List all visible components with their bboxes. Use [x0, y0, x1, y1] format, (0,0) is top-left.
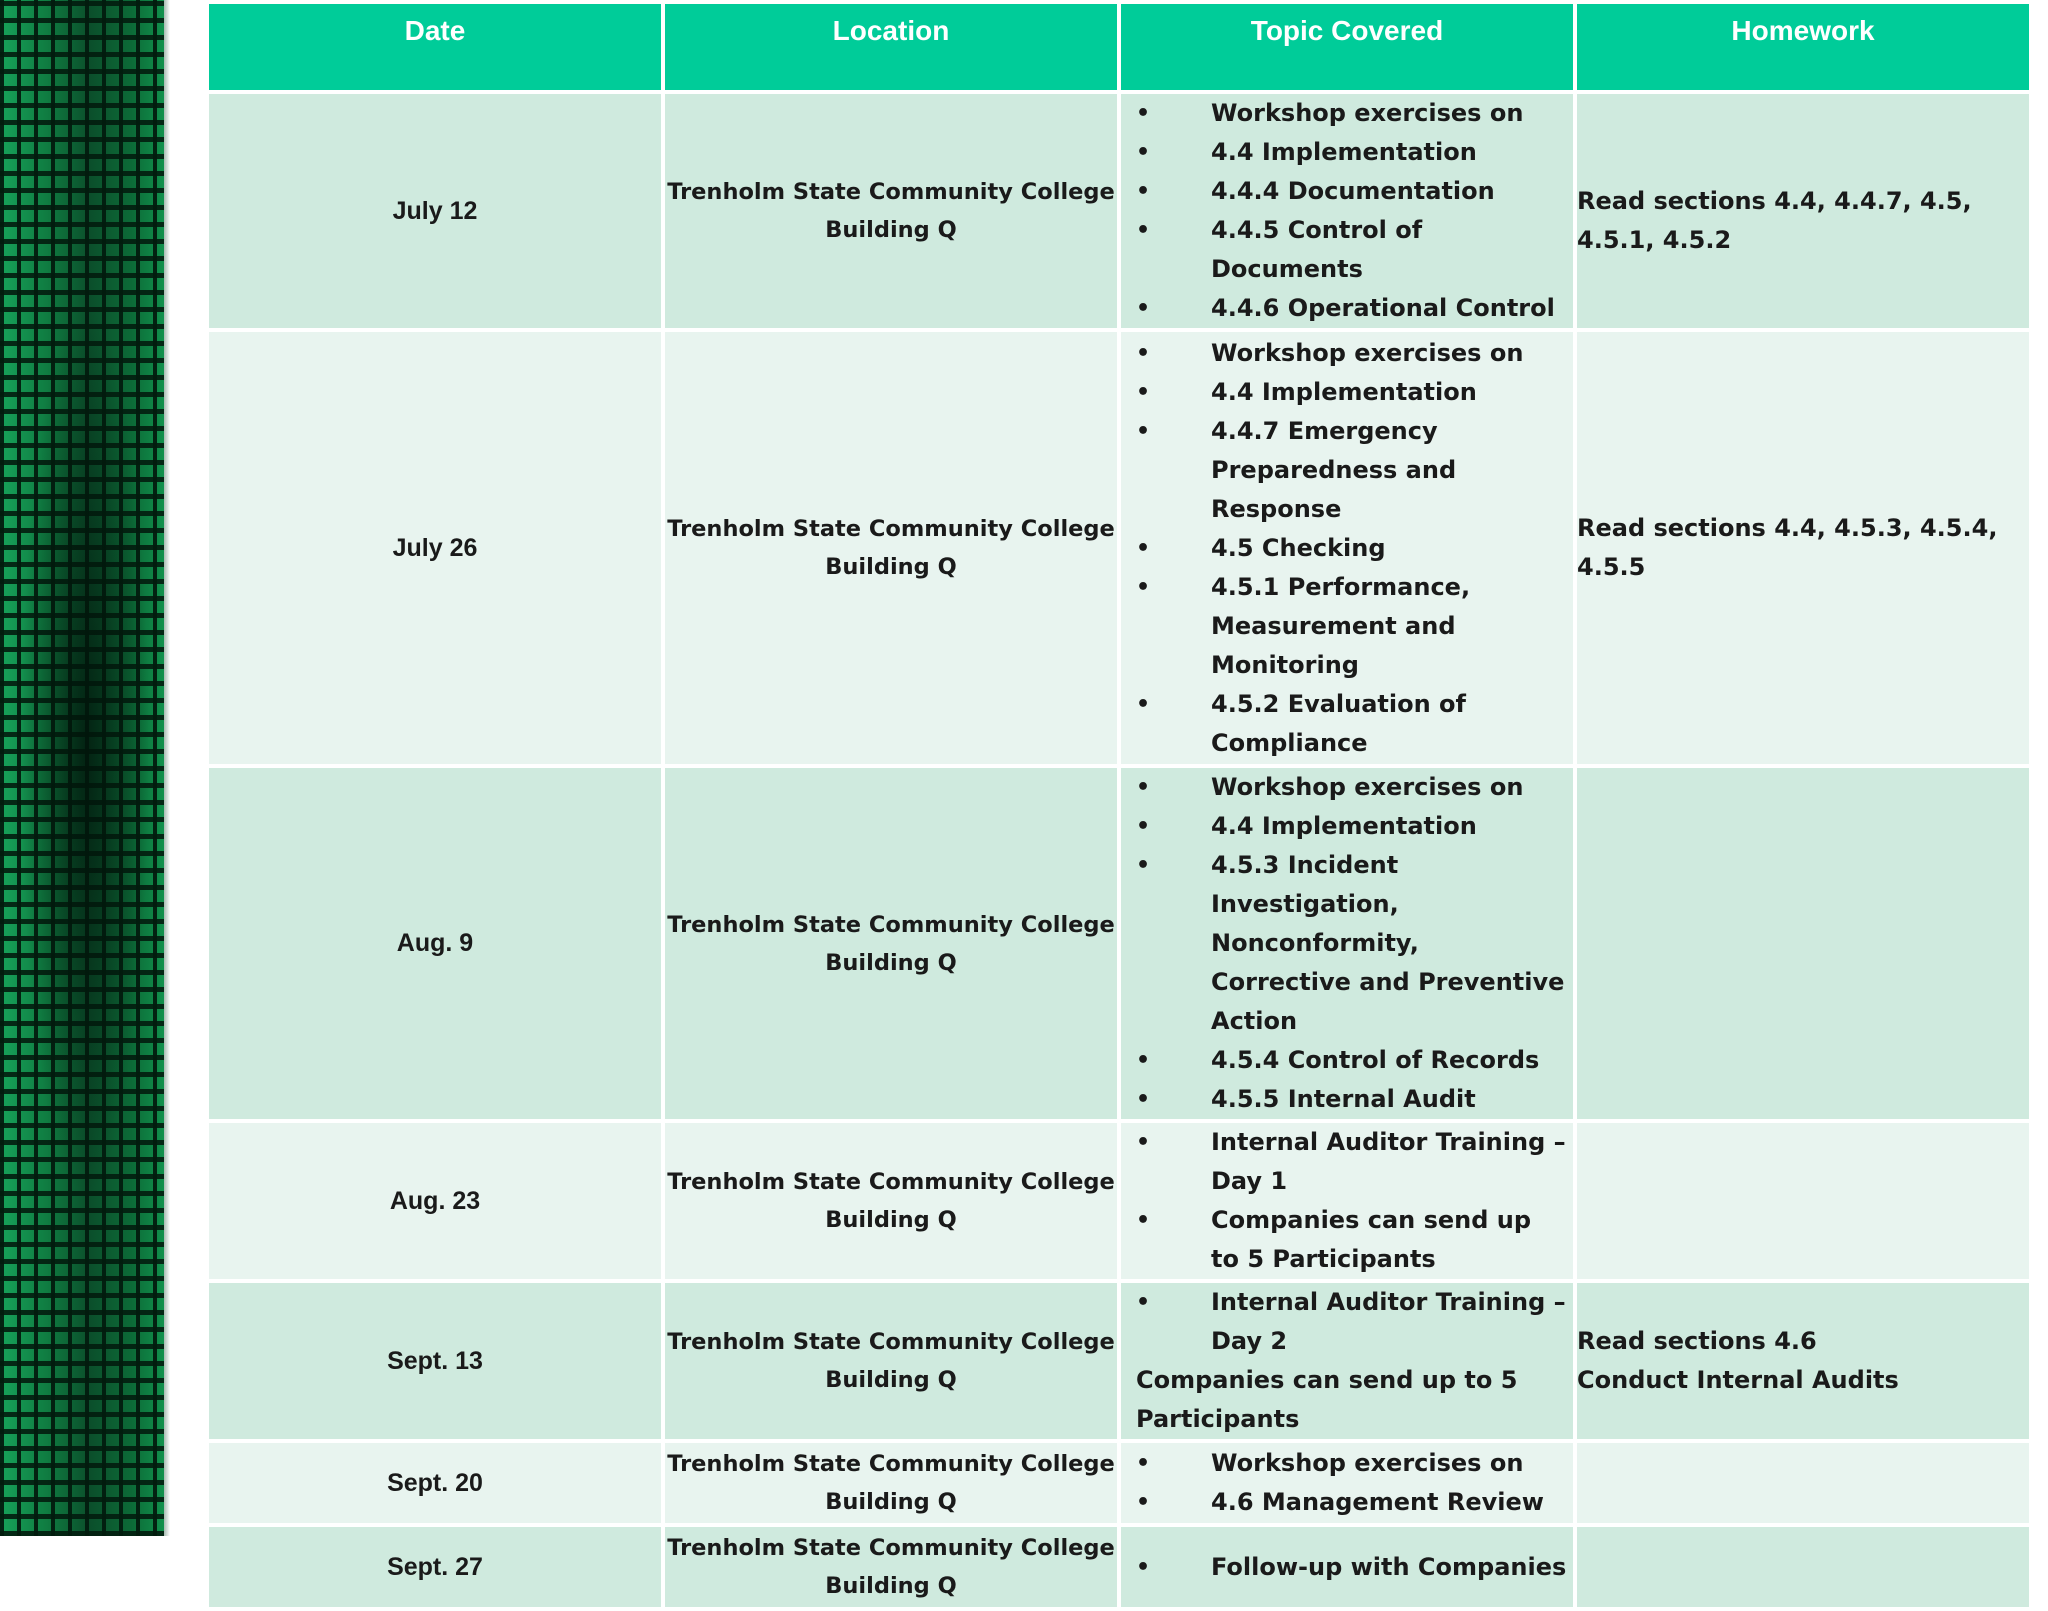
table-row	[207, 1441, 2031, 1525]
bullet-icon: •	[1136, 1554, 1151, 1580]
location-line: Trenholm State Community College	[667, 1169, 1115, 1195]
schedule-table	[205, 0, 2033, 1611]
location-line: Trenholm State Community College	[667, 911, 1115, 938]
topic-text: Workshop exercises on	[1211, 773, 1524, 801]
list-item	[1121, 334, 1573, 373]
topic-text: 4.4.6 Operational Control	[1211, 294, 1555, 322]
list-item	[1121, 1041, 1573, 1080]
topic-text: 4.4 Implementation	[1211, 812, 1477, 840]
bullet-icon: •	[1136, 1087, 1151, 1112]
topic-text: 4.4 Implementation	[1211, 138, 1477, 166]
date-cell: Sept. 27	[207, 1525, 663, 1609]
bullet-icon: •	[1136, 1490, 1151, 1515]
topic-text: 4.5.2 Evaluation of Compliance	[1211, 689, 1466, 757]
homework-cell	[1575, 1121, 2031, 1281]
topic-list	[1121, 1548, 1573, 1587]
topic-text: Follow-up with Companies	[1211, 1552, 1567, 1581]
location-cell	[663, 1281, 1119, 1441]
topic-text: Workshop exercises on	[1211, 1449, 1524, 1477]
topic-text: Internal Auditor Training – Day 1	[1211, 1128, 1566, 1195]
location-cell	[663, 1441, 1119, 1525]
homework-cell	[1575, 1525, 2031, 1609]
bullet-icon: •	[1136, 379, 1151, 405]
header-homework: Homework	[1575, 2, 2031, 92]
location-line: Trenholm State Community College	[667, 1329, 1115, 1355]
homework-line: Conduct Internal Audits	[1577, 1366, 1899, 1394]
header-date: Date	[207, 2, 663, 92]
homework-cell	[1575, 1441, 2031, 1525]
topic-cell	[1119, 1121, 1575, 1281]
location-cell	[663, 92, 1119, 330]
location-line: Building Q	[825, 1573, 957, 1599]
list-item	[1121, 807, 1573, 846]
list-item	[1121, 1123, 1573, 1201]
topic-text: 4.5 Checking	[1211, 533, 1386, 562]
topic-list	[1121, 334, 1573, 763]
bullet-icon: •	[1136, 179, 1151, 204]
topic-text: 4.5.3 Incident Investigation, Nonconformity, Corrective and Preventive Action	[1211, 851, 1565, 1035]
topic-cell	[1119, 1441, 1575, 1525]
location-line: Trenholm State Community College	[667, 179, 1115, 205]
date-cell: Sept. 20	[207, 1441, 663, 1525]
bullet-icon: •	[1136, 574, 1151, 600]
header-topic: Topic Covered	[1119, 2, 1575, 92]
list-item	[1121, 1444, 1573, 1483]
topic-text: 4.6 Management Review	[1211, 1488, 1544, 1516]
topic-text: Companies can send up to 5 Participants	[1211, 1206, 1532, 1273]
location-cell	[663, 1121, 1119, 1281]
location-line: Building Q	[825, 1367, 957, 1393]
list-item	[1121, 1283, 1573, 1361]
homework-cell: Read sections 4.4, 4.5.3, 4.5.4, 4.5.5	[1575, 330, 2031, 766]
topic-list	[1121, 94, 1573, 328]
bullet-icon: •	[1136, 140, 1151, 165]
topic-text: 4.5.5 Internal Audit	[1211, 1085, 1476, 1113]
topic-text: 4.4.4 Documentation	[1211, 177, 1495, 205]
bullet-icon: •	[1136, 691, 1151, 717]
location-line: Trenholm State Community College	[667, 516, 1115, 542]
table-row	[207, 1121, 2031, 1281]
topic-text: 4.4.7 Emergency Preparedness and Response	[1211, 416, 1457, 523]
bullet-icon: •	[1136, 1208, 1151, 1233]
location-line: Building Q	[825, 949, 957, 976]
bullet-icon: •	[1136, 1290, 1151, 1315]
date-cell: Aug. 9	[207, 766, 663, 1121]
list-item	[1121, 211, 1573, 289]
bullet-icon: •	[1136, 1048, 1151, 1073]
bullet-icon: •	[1136, 296, 1151, 321]
list-item	[1121, 373, 1573, 412]
bullet-icon: •	[1136, 418, 1151, 444]
list-item	[1121, 568, 1573, 685]
bullet-icon: •	[1136, 814, 1151, 839]
location-cell	[663, 1525, 1119, 1609]
location-line: Building Q	[825, 1489, 957, 1515]
topic-cell	[1119, 766, 1575, 1121]
table-row	[207, 1525, 2031, 1609]
table-row	[207, 330, 2031, 766]
list-item	[1121, 94, 1573, 133]
homework-cell	[1575, 1281, 2031, 1441]
location-line: Trenholm State Community College	[667, 1451, 1115, 1477]
topic-text: 4.4 Implementation	[1211, 377, 1477, 406]
topic-text: 4.5.4 Control of Records	[1211, 1046, 1540, 1074]
bullet-icon: •	[1136, 101, 1151, 126]
bullet-icon: •	[1136, 218, 1151, 243]
location-line: Building Q	[825, 554, 957, 580]
location-cell	[663, 766, 1119, 1121]
list-item	[1121, 289, 1573, 328]
topic-list	[1121, 768, 1573, 1119]
location-line: Building Q	[825, 217, 957, 243]
topic-cell	[1119, 1281, 1575, 1441]
list-item	[1121, 685, 1573, 763]
location-line: Building Q	[825, 1207, 957, 1233]
list-item	[1121, 846, 1573, 1041]
list-item	[1121, 1548, 1573, 1587]
date-cell: July 26	[207, 330, 663, 766]
bullet-icon: •	[1136, 340, 1151, 366]
bullet-icon: •	[1136, 775, 1151, 800]
topic-cell	[1119, 1525, 1575, 1609]
list-item	[1121, 1483, 1573, 1522]
date-cell: Sept. 13	[207, 1281, 663, 1441]
decorative-grid-strip	[0, 0, 164, 1536]
header-row	[207, 2, 2031, 92]
location-cell	[663, 330, 1119, 766]
header-location: Location	[663, 2, 1119, 92]
topic-list	[1121, 1283, 1573, 1361]
topic-text: Workshop exercises on	[1211, 99, 1524, 127]
topic-list	[1121, 1444, 1573, 1522]
list-item	[1121, 1080, 1573, 1119]
topic-text: 4.5.1 Performance, Measurement and Monitoring	[1211, 572, 1471, 679]
topic-cell	[1119, 92, 1575, 330]
table-row	[207, 1281, 2031, 1441]
topic-text: 4.4.5 Control of Documents	[1211, 216, 1423, 283]
date-cell: July 12	[207, 92, 663, 330]
list-item	[1121, 412, 1573, 529]
location-line: Trenholm State Community College	[667, 1535, 1115, 1561]
strip-edge-shadow	[164, 0, 170, 1536]
topic-text: Workshop exercises on	[1211, 338, 1524, 367]
bullet-icon: •	[1136, 1130, 1151, 1155]
date-cell: Aug. 23	[207, 1121, 663, 1281]
table-row	[207, 766, 2031, 1121]
bullet-icon: •	[1136, 1451, 1151, 1476]
homework-cell: Read sections 4.4, 4.4.7, 4.5, 4.5.1, 4.5.2	[1575, 92, 2031, 330]
bullet-icon: •	[1136, 535, 1151, 561]
homework-line: Read sections 4.6	[1577, 1327, 1817, 1355]
topic-note: Companies can send up to 5 Participants	[1136, 1366, 1518, 1433]
topic-text: Internal Auditor Training – Day 2	[1211, 1288, 1566, 1355]
homework-cell	[1575, 766, 2031, 1121]
list-item	[1121, 768, 1573, 807]
table-row	[207, 92, 2031, 330]
list-item	[1121, 172, 1573, 211]
list-item	[1121, 1201, 1573, 1279]
topic-list	[1121, 1123, 1573, 1279]
bullet-icon: •	[1136, 853, 1151, 878]
list-item	[1121, 529, 1573, 568]
list-item	[1121, 133, 1573, 172]
topic-cell	[1119, 330, 1575, 766]
